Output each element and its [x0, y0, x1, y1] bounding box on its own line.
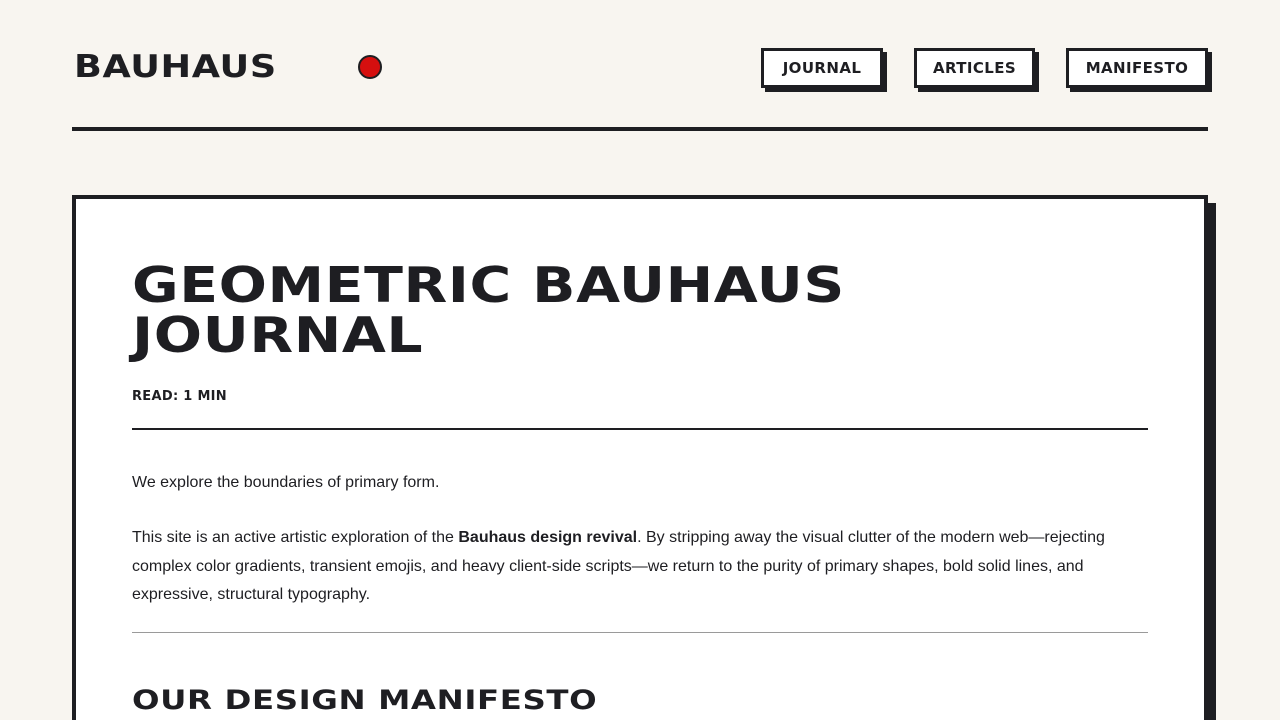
site-header: [72, 0, 1208, 131]
logo-link[interactable]: [74, 47, 382, 87]
section-heading: OUR DESIGN MANIFESTO: [132, 685, 598, 716]
nav-journal-button[interactable]: JOURNAL: [761, 48, 883, 88]
body-text-end: . By stripping away the visual clutter of the modern web—rejecting complex color gradients, transient emojis, and heavy client-side scripts—we return to the purity of primary shapes, bold solid lines, and expressive, structural typography.: [132, 529, 1105, 603]
body-paragraph: [132, 524, 1142, 610]
body-text-start: This site is an active artistic exploration of the: [132, 529, 459, 546]
body-bold-text: Bauhaus design revival: [458, 529, 638, 546]
title-divider: [132, 428, 1148, 430]
nav-articles-button[interactable]: ARTICLES: [914, 48, 1035, 88]
article-title: GEOMETRIC BAUHAUS JOURNAL: [132, 257, 845, 364]
logo-text: BAUHAUS: [74, 49, 277, 85]
section-divider: [132, 632, 1148, 633]
read-time: READ: 1 MIN: [132, 389, 227, 404]
article-card: [72, 195, 1208, 720]
intro-text: We explore the boundaries of primary form.: [132, 474, 440, 491]
nav-manifesto-button[interactable]: MANIFESTO: [1066, 48, 1208, 88]
main-nav: [761, 48, 1208, 88]
